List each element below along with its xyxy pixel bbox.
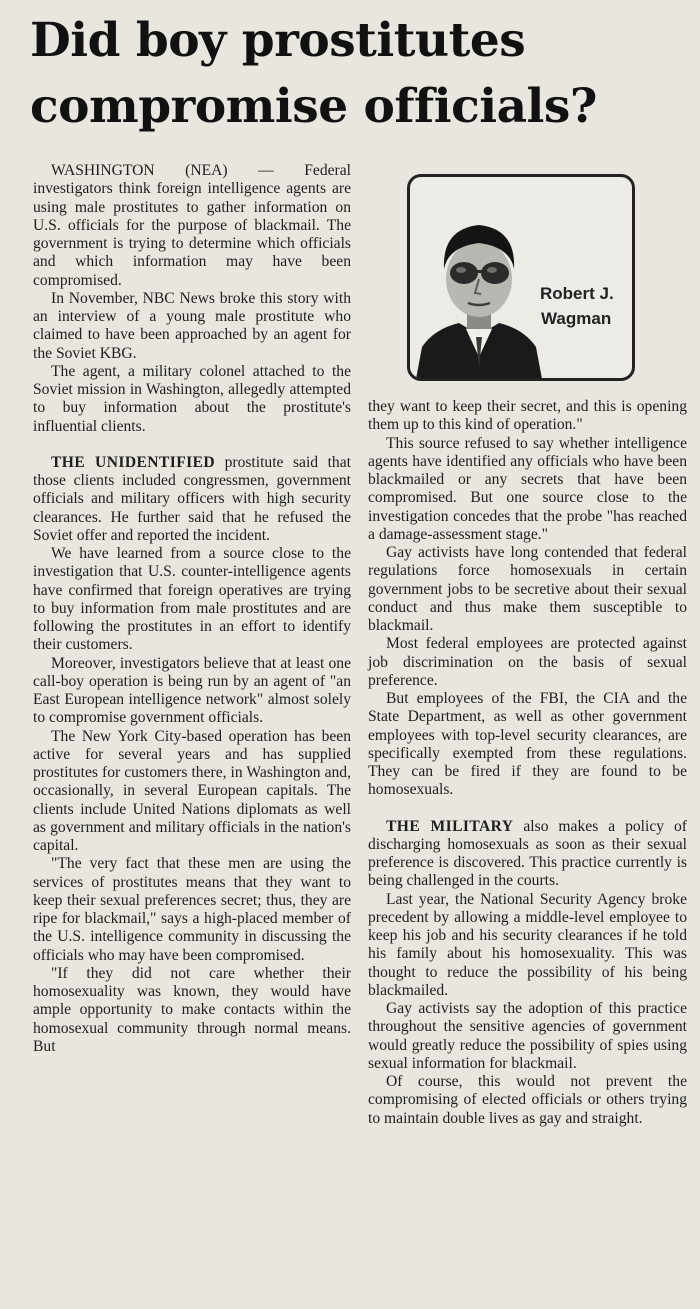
paragraph: Last year, the National Security Agency broke precedent by allowing a middle-level employee to keep his job and his security clearances if he told his family about his homosexuality. This was thought to reduce the possibility of his being blackmailed. bbox=[368, 890, 687, 999]
headline-line-1: Did boy prostitutes bbox=[30, 13, 526, 68]
article-column-right bbox=[368, 398, 687, 1128]
columnist-portrait bbox=[414, 207, 544, 379]
section-paragraph-military bbox=[368, 818, 687, 891]
section-text: also makes a policy of discharging homosexuals as soon as their sexual preference is discovered. This practice currently is being challenged in the courts. bbox=[368, 817, 687, 890]
headline-line-2: compromise officials? bbox=[30, 79, 597, 134]
section-text: prostitute said that those clients included congressmen, government officials and military officers with high security clearances. He further said that he refused the Soviet offer and reported the incident. bbox=[33, 453, 351, 544]
byline-last-name: Wagman bbox=[541, 309, 612, 328]
paragraph: Gay activists have long contended that federal regulations force homosexuals in certain government jobs to be secretive about their sexual conduct and thus make them susceptible to blackmail. bbox=[368, 544, 687, 634]
paragraph: The New York City-based operation has been active for several years and has supplied prostitutes for customers there, in Washington and, occasionally, in several European capitals. The clients include United Nations diplomats as well as government and military officials in the nation's capital. bbox=[33, 727, 351, 854]
headline bbox=[30, 8, 680, 140]
paragraph: Moreover, investigators believe that at least one call-boy operation is being run by an agent of "an East European intelligence network" almost solely to compromise government officials. bbox=[33, 654, 351, 727]
paragraph: Most federal employees are protected against job discrimination on the basis of sexual preference. bbox=[368, 635, 687, 689]
section-paragraph-unidentified bbox=[33, 454, 351, 545]
article-column-left bbox=[33, 162, 351, 1056]
paragraph: But employees of the FBI, the CIA and the State Department, as well as other government employees with top-level security clearances, are specifically exempted from these regulations. They can be fired if they are found to be homosexuals. bbox=[368, 690, 687, 799]
byline-first-name: Robert J. bbox=[540, 284, 614, 303]
paragraph: they want to keep their secret, and this is opening them up to this kind of operation." bbox=[368, 398, 687, 434]
section-lead-unidentified: THE UNIDENTIFIED bbox=[51, 453, 216, 471]
paragraph: "If they did not care whether their homosexuality was known, they would have ample opportunity to make contacts within the homosexual community through normal means. But bbox=[33, 964, 351, 1055]
paragraph: This source refused to say whether intelligence agents have identified any officials who have been blackmailed or any secrets that have been compromised. But one source close to the investigation concedes that the probe "has reached a damage-assessment stage." bbox=[368, 434, 687, 543]
paragraph: We have learned from a source close to the investigation that U.S. counter-intelligence agents have confirmed that foreign operatives are trying to buy information from male prostitutes and are following the prostitutes in an effort to identify their customers. bbox=[33, 545, 351, 654]
columnist-photo-box bbox=[407, 174, 635, 381]
section-lead-military: THE MILITARY bbox=[386, 817, 514, 835]
paragraph: The agent, a military colonel attached to the Soviet mission in Washington, allegedly attempted to buy information about the prostitute's influential clients. bbox=[33, 362, 351, 435]
paragraph: Gay activists say the adoption of this practice throughout the sensitive agencies of government would greatly reduce the possibility of spies using sexual information for blackmail. bbox=[368, 1000, 687, 1072]
paragraph: In November, NBC News broke this story with an interview of a young male prostitute who claimed to have been approached by an agent for the Soviet KBG. bbox=[33, 289, 351, 362]
paragraph: WASHINGTON (NEA) — Federal investigators think foreign intelligence agents are using male prostitutes to gather information on U.S. officials for the purpose of blackmail. The government is trying to determine which officials and which information may have been compromised. bbox=[33, 162, 351, 289]
paragraph: Of course, this would not prevent the compromising of elected officials or others trying to maintain double lives as gay and straight. bbox=[368, 1073, 687, 1127]
paragraph: "The very fact that these men are using the services of prostitutes means that they want to keep their sexual preferences secret; thus, they are ripe for blackmail," says a high-placed member of the U.S. intelligence community in discussing the officials who may have been compromised. bbox=[33, 855, 351, 964]
